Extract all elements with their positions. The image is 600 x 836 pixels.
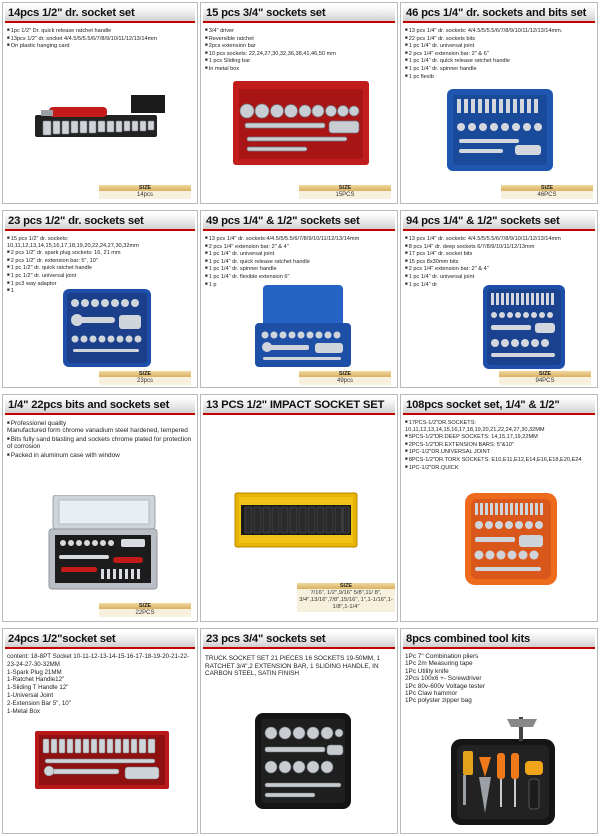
product-card [2,210,198,388]
size-label: SIZE [499,371,591,377]
size-box [99,603,191,618]
desc-line: ■ 1 pc 1/4" dr [405,281,594,289]
card-title: 15 pcs 3/4" sockets set [203,5,395,23]
product-photo [253,283,353,369]
card-description [205,235,394,288]
card-description [7,27,194,50]
size-value: 22PCS [99,609,191,617]
desc-line: ■ 8 pcs 1/4" dr. deep sockets 6/7/8/9/10/11/12/13mm [405,243,594,251]
desc-line: 1Pc 2m Measuring tape [405,660,473,668]
desc-line: ■ 17 pcs 1/4" dr. socket bits [405,250,594,258]
card-description [405,235,594,288]
desc-line: Manufactured form chrome vanadium steel hardened, tempered [7,427,188,435]
product-card [400,210,598,388]
desc-line: 1-Universal Joint [7,691,54,699]
card-description [205,655,394,678]
desc-line: ■ 13 pcs 1/4" dr. sockets: 4/4.5/5/5.5/6/7/8/9/10/11/12/13/14mm. [405,27,594,35]
size-label: SIZE [99,185,191,191]
desc-line: ■ 2PCS-1/2"DR.EXTENSION BARS: 5"&10" [405,441,594,449]
desc-line: ■ 2 pcs 1/4" extension bar: 2" & 4" [405,265,594,273]
desc-line: ■ 1 pc 1/4" dr. spinner handle [205,265,394,273]
size-box [299,185,391,200]
desc-line: ■ 1 pc 1/4" dr. spinner handle [405,65,594,73]
desc-line: ■ 1 pc 1/4" dr. universal joint [205,250,394,258]
card-description [7,235,194,295]
size-box [299,371,391,386]
product-photo [33,729,171,791]
desc-line: ■ 13 pcs 1/4" dr. sockets:4/4.5/5/5.5/6/7/8/9/10/11/12/13/14mm [205,235,394,243]
desc-line: ■ 1 pc 1/4" dr. quick release ratchet handle [405,57,594,65]
product-photo [445,87,555,173]
desc-line: 2-Extension Bar 5", 10" [7,699,71,707]
product-card [200,628,398,834]
product-card [2,2,198,204]
desc-line: ■ Reversible ratchet [205,35,394,43]
desc-line: ■ 15 pcs 1/2" dr. sockets: 10,11,12,13,14,15,16,17,18,19,20,22,24,27,30,32mm [7,235,194,249]
product-photo [449,717,557,827]
size-box [501,185,593,200]
card-title: 46 pcs 1/4" dr. sockets and bits set [403,5,595,23]
desc-line: 1-Metal Box [7,707,41,715]
size-value: 15PCS [299,191,391,199]
size-box [99,371,191,386]
card-title: 13 PCS 1/2" IMPACT SOCKET SET [203,397,395,415]
desc-line: ■ Packed in aluminum case with window [7,451,194,459]
size-label: SIZE [297,583,395,589]
desc-line: ■ 1 pc 1/2" dr. quick ratchet handle [7,264,194,272]
desc-line: ■ 1 pc3 way adaptor [7,280,194,288]
card-description [7,653,194,715]
desc-line: 1Pc Utility knife [405,667,449,675]
size-value: 14pcs [99,191,191,199]
product-card [2,394,198,622]
size-label: SIZE [299,371,391,377]
size-box [297,583,395,619]
desc-line: ■ 2 pcs 1/2" dr. spark plug sockets: 16, 21 mm [7,249,194,257]
product-photo [463,491,559,587]
product-photo [231,79,371,167]
product-photo [61,287,153,369]
desc-line: ■ 1PC-1/2"DR.QUICK [405,464,594,472]
card-title: 14pcs 1/2" dr. socket set [5,5,195,23]
desc-line: 1Pc Claw hammor [405,690,458,698]
product-card [200,394,398,622]
desc-line: ■ Bits fully sand blasting and sockets chrome plated for protection of corrosion [7,435,194,451]
desc-line: 1Pc 80v-600v Voltage tester [405,682,485,690]
desc-line: ■ 2 pcs 1/2" dr. extension bar: 5", 10" [7,257,194,265]
desc-line: ■ 1 pc 1/4" dr. flexible extension 6" [205,273,394,281]
card-description [205,27,394,73]
size-label: SIZE [99,371,191,377]
card-title: 23 pcs 1/2" dr. sockets set [5,213,195,231]
desc-line: ■ 2 pcs 1/4" extension bar: 2" & 4" [205,243,394,251]
desc-line: 1-Spark Plug 21MM [7,668,62,676]
product-photo [253,711,353,811]
product-card [2,628,198,834]
desc-line: ■ 15 pcs 8x30mm bits [405,258,594,266]
size-value: 7/16", 1/2",9/16" 5/8",11/ 8", 3/4",13/16",7/8",15/16", 1",1-1/16",1-1/8",1-1/4" [297,589,395,612]
card-description [405,419,594,471]
product-card [400,394,598,622]
card-description [405,27,594,80]
size-value: 23pcs [99,377,191,385]
desc-line: TRUCK SOCKET SET 21 PIECES 16 SOCKETS 19-50MM, 1 RATCHET 3/4",2 EXTENSION BAR, 1 SLIDING HANDLE, IN CARBON STEEL, SATIN FINISH [205,655,381,678]
card-title: 8pcs combined tool kits [403,631,595,649]
desc-line: ■ 1 pc 1/4" dr. universal joint [405,42,594,50]
desc-line: ■ 1PC-1/2"DR.UNIVERSAL JOINT [405,448,594,456]
desc-line: ■ 17PCS-1/2"DR.SOCKETS: 10,11,12,13,14,15,16,17,18,19,20,21,22,24,27,30,32MM [405,419,594,433]
product-card [200,2,398,204]
desc-line: 1Pc polyster zipper bag [405,697,472,705]
product-photo [35,93,165,157]
desc-line: ■ Professionel quality [7,419,194,427]
desc-line: ■ 1 p [205,281,394,289]
card-title: 49 pcs 1/4" & 1/2" sockets set [203,213,395,231]
card-title: 1/4" 22pcs bits and sockets set [5,397,195,415]
desc-line: ■ In metal box [205,65,394,73]
card-title: 108pcs socket set, 1/4" & 1/2" [403,397,595,415]
size-value: 46PCS [501,191,593,199]
size-box [499,371,591,386]
card-title: 23 pcs 3/4" sockets set [203,631,395,649]
desc-line: ■ 13 pcs 1/4" dr. sockets: 4/4.5/5/5.5/6/7/8/9/10/11/12/13/14mm [405,235,594,243]
size-value: 49pcs [299,377,391,385]
desc-line: ■ 1 [7,287,194,295]
product-card [400,2,598,204]
card-description [7,419,194,459]
size-box [99,185,191,200]
product-photo [233,491,359,549]
card-title: 94 pcs 1/4" & 1/2" sockets set [403,213,595,231]
desc-line: ■ 1 pc flexib [405,73,594,81]
desc-line: ■ On plastic hanging card [7,42,194,50]
desc-line: 2Pcs 100x6 +- Screwdriver [405,675,482,683]
size-label: SIZE [299,185,391,191]
desc-line: 1Pc 7" Combination pliers [405,653,479,660]
product-card [200,210,398,388]
card-title: 24pcs 1/2"socket set [5,631,195,649]
desc-line: ■ 3/4" driver [205,27,394,35]
desc-line: ■ 1 pcs Sliding bar [205,57,394,65]
product-card [400,628,598,834]
desc-line: 1-Ratchet Handle12" [7,676,65,684]
desc-line: ■ 13pcs 1/2" dr. socket 4/4.5/5/5.5/6/7/8/9/10/11/12/13/14mm [7,35,194,43]
desc-line: ■ 8PCS-1/2"DR.TORX SOCKETS: E10,E11,E12,E14,E16,E18,E20,E24 [405,456,594,464]
desc-line: content: 18-8PT Socket 10-11-12-13-14-15-16-17-18-19-20-21-22-23-24-27-30-32MM [7,653,190,668]
desc-line: 1-Sliding T Handle 12" [7,684,69,692]
desc-line: ■ 1 pc 1/2" dr. universal joint [7,272,194,280]
desc-line: ■ 1 pc 1/4" dr. quick release ratchet handle [205,258,394,266]
desc-line: ■ 1 pc 1/4" dr. universal joint [405,273,594,281]
size-label: SIZE [99,603,191,609]
desc-line: ■ 1pc 1/2" Dr. quick release ratchet handle [7,27,194,35]
size-value: 94PCS [499,377,591,385]
desc-line: ■ 22 pcs 1/4" dr. sockets bits [405,35,594,43]
size-label: SIZE [501,185,593,191]
desc-line: ■ 2pcs extension bar [205,42,394,50]
product-photo [481,283,567,371]
product-photo [47,495,159,591]
desc-line: ■ 5PCS-1/2"DR.DEEP SOCKETS: 14,15,17,19,22MM [405,433,594,441]
desc-line: ■ 10 pcs sockets: 22,24,27,30,32,36,38,41,46,50 mm [205,50,394,58]
card-description [405,653,594,705]
desc-line: ■ 2 pcs 1/4" extension bar: 2" & 6" [405,50,594,58]
